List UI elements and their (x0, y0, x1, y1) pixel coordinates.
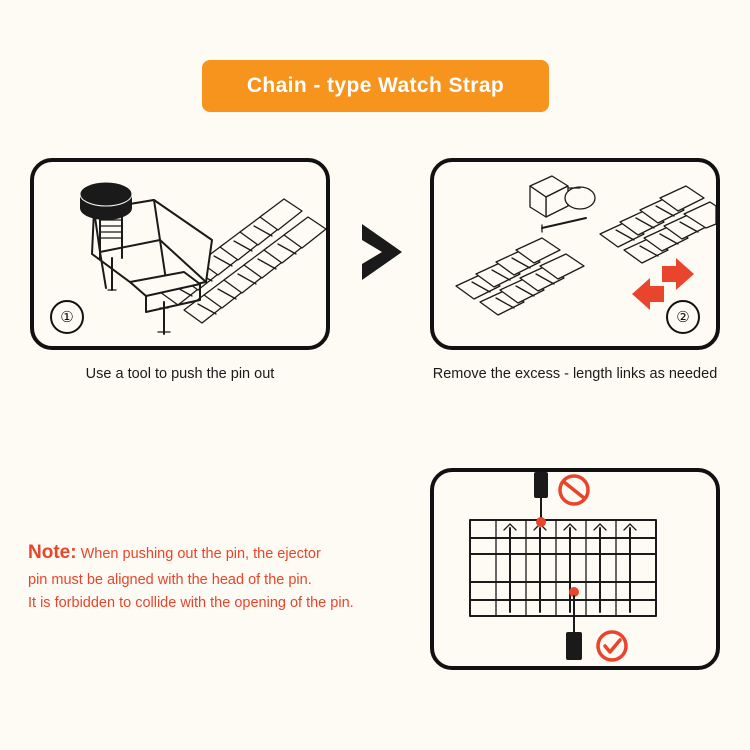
flow-arrow-icon (356, 222, 408, 282)
step-1-caption: Use a tool to push the pin out (85, 366, 275, 382)
page-title: Chain - type Watch Strap (246, 74, 505, 97)
note-label: Note: (28, 542, 77, 563)
note-line-2: pin must be aligned with the head of the pin. (28, 571, 312, 588)
detail-panel (430, 468, 720, 670)
pin-alignment-detail-illustration (434, 472, 716, 666)
note-line-3: It is forbidden to collide with the opening of the pin. (28, 595, 354, 612)
approved-marker-icon (598, 632, 626, 660)
forbidden-marker-icon (560, 476, 588, 504)
step-1-panel (30, 158, 330, 350)
step-2-panel (430, 158, 720, 350)
note-line-1: When pushing out the pin, the ejector (80, 546, 321, 562)
step-2-badge: ② (666, 300, 700, 334)
step-1-badge: ① (50, 300, 84, 334)
note-block (28, 538, 418, 616)
step-2-caption: Remove the excess - length links as needed (432, 366, 718, 382)
page-title-banner (202, 60, 549, 112)
